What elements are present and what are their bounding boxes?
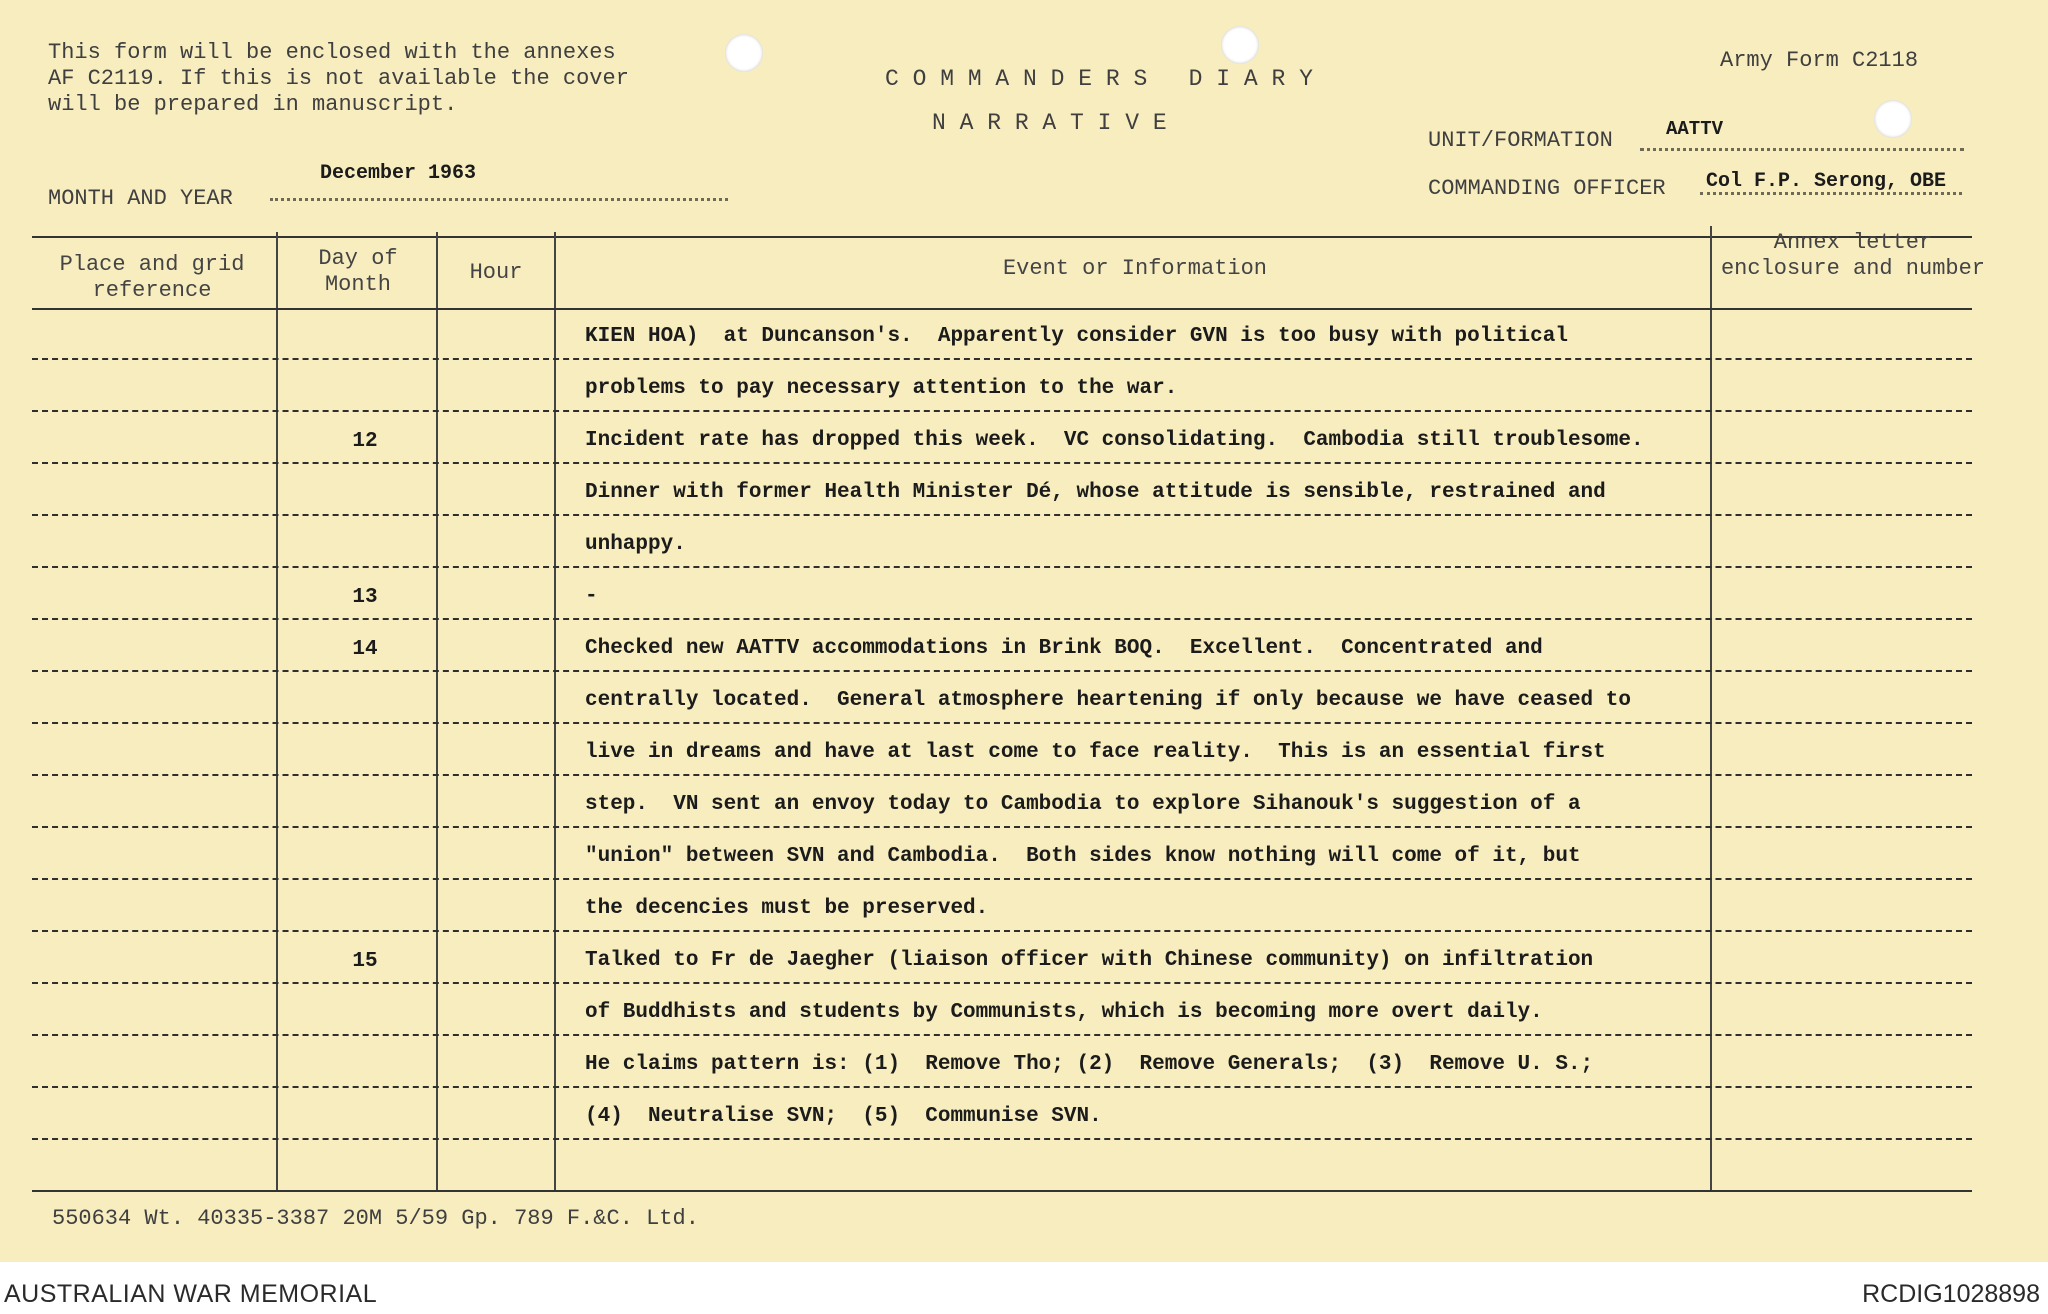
diary-subtitle: N A R R A T I V E	[932, 110, 1167, 136]
diary-title: C O M M A N D E R S D I A R Y	[885, 66, 1313, 92]
unit-dotted-line	[1640, 148, 1964, 151]
form-note-line: will be prepared in manuscript.	[48, 92, 458, 117]
event-line: centrally located. General atmosphere heartening if only because we have ceased to	[585, 689, 1631, 712]
row-line	[32, 982, 1972, 984]
co-label: COMMANDING OFFICER	[1428, 176, 1666, 201]
event-line: Talked to Fr de Jaegher (liaison officer with Chinese community) on infiltration	[585, 949, 1594, 972]
header-place: Place and grid reference	[59, 252, 245, 303]
archive-footer	[0, 1262, 2048, 1314]
form-number: Army Form C2118	[1720, 48, 1919, 73]
header-bottom-border	[32, 308, 1972, 310]
event-line: Dinner with former Health Minister Dé, whose attitude is sensible, restrained and	[585, 481, 1606, 504]
form-note-line: This form will be enclosed with the annexes	[48, 40, 616, 65]
row-line	[32, 462, 1972, 464]
row-line	[32, 514, 1972, 516]
header-event: Event or Information	[1002, 256, 1268, 281]
day-cell: 12	[352, 430, 378, 453]
event-line: live in dreams and have at last come to face reality. This is an essential first	[585, 741, 1606, 764]
month-dotted-line	[270, 198, 728, 201]
printer-line: 550634 Wt. 40335-3387 20M 5/59 Gp. 789 F.&C. Ltd.	[52, 1206, 699, 1231]
column-divider	[436, 232, 438, 1190]
row-line	[32, 878, 1972, 880]
co-value: Col F.P. Serong, OBE	[1706, 170, 1947, 193]
event-line: KIEN HOA) at Duncanson's. Apparently consider GVN is too busy with political	[585, 325, 1568, 348]
row-line	[32, 1138, 1972, 1140]
punch-hole	[1221, 26, 1259, 64]
form-note	[48, 40, 629, 118]
footer-right: RCDIG1028898	[1862, 1280, 2040, 1308]
footer-left: AUSTRALIAN WAR MEMORIAL	[4, 1280, 378, 1308]
row-line	[32, 774, 1972, 776]
row-line	[32, 722, 1972, 724]
header-annex: Annex letter enclosure and number	[1720, 230, 1986, 281]
row-line	[32, 826, 1972, 828]
column-divider	[554, 232, 556, 1190]
row-line	[32, 930, 1972, 932]
event-line: problems to pay necessary attention to the war.	[585, 377, 1178, 400]
header-day: Day of Month	[318, 246, 398, 297]
day-cell: 13	[352, 586, 378, 609]
event-line: (4) Neutralise SVN; (5) Communise SVN.	[585, 1105, 1102, 1128]
row-line	[32, 566, 1972, 568]
form-note-line: AF C2119. If this is not available the cover	[48, 66, 629, 91]
day-cell: 14	[352, 638, 378, 661]
unit-label: UNIT/FORMATION	[1428, 128, 1613, 153]
row-line	[32, 410, 1972, 412]
row-line	[32, 1034, 1972, 1036]
event-line: He claims pattern is: (1) Remove Tho; (2) Remove Generals; (3) Remove U. S.;	[585, 1053, 1594, 1076]
event-line: unhappy.	[585, 533, 686, 556]
day-cell: 15	[352, 950, 378, 973]
event-line: "union" between SVN and Cambodia. Both sides know nothing will come of it, but	[585, 845, 1581, 868]
row-line	[32, 1086, 1972, 1088]
row-line	[32, 618, 1972, 620]
table-bottom-border	[32, 1190, 1972, 1192]
column-divider	[276, 232, 278, 1190]
row-line	[32, 358, 1972, 360]
event-line: Checked new AATTV accommodations in Brink BOQ. Excellent. Concentrated and	[585, 637, 1543, 660]
row-line	[32, 670, 1972, 672]
event-line: Incident rate has dropped this week. VC consolidating. Cambodia still troublesome.	[585, 429, 1644, 452]
event-line: of Buddhists and students by Communists, which is becoming more overt daily.	[585, 1001, 1543, 1024]
unit-value: AATTV	[1666, 118, 1724, 140]
event-line: the decencies must be preserved.	[585, 897, 989, 920]
month-label: MONTH AND YEAR	[48, 186, 233, 211]
column-divider	[1710, 226, 1712, 1190]
event-line: step. VN sent an envoy today to Cambodia to explore Sihanouk's suggestion of a	[585, 793, 1581, 816]
punch-hole	[1874, 100, 1912, 138]
header-hour: Hour	[469, 260, 523, 285]
event-line: -	[585, 585, 598, 608]
punch-hole	[725, 34, 763, 72]
month-value: December 1963	[320, 162, 477, 185]
table-top-border	[32, 236, 1972, 238]
